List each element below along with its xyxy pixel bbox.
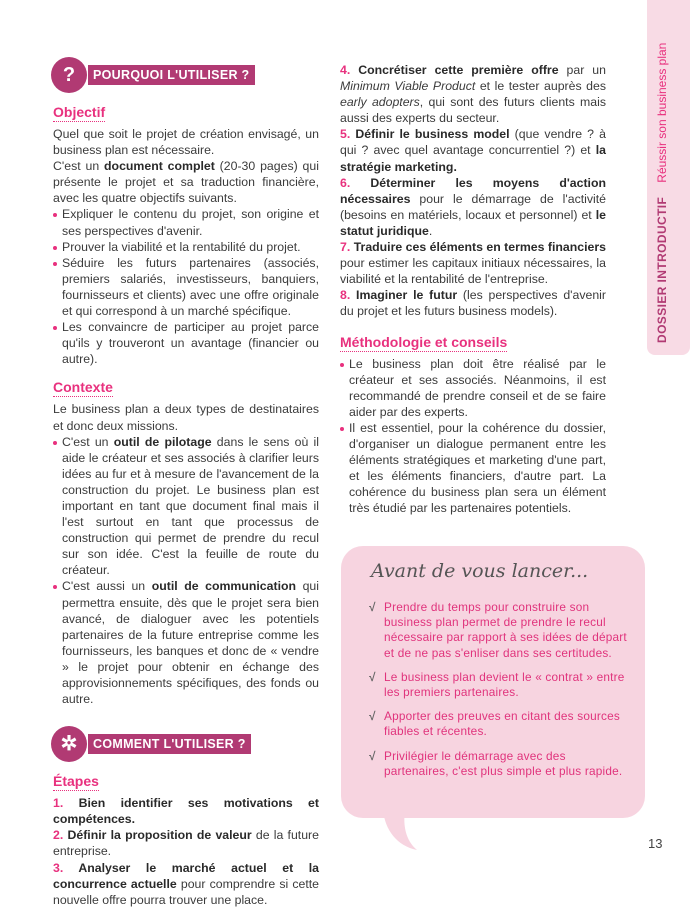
step-number: 3. bbox=[53, 860, 79, 875]
text-segment: Définir le business model bbox=[355, 127, 510, 142]
text-segment: Expliquer le contenu du projet, son origine et ses perspectives d'avenir. bbox=[62, 207, 319, 238]
paragraph bbox=[53, 827, 319, 859]
step-number: 7. bbox=[340, 240, 354, 255]
list-item bbox=[340, 420, 606, 517]
page-number: 13 bbox=[648, 836, 663, 851]
step-number: 8. bbox=[340, 288, 357, 303]
text-segment: C'est un bbox=[62, 434, 114, 449]
right-column bbox=[340, 62, 606, 516]
section-badge-pourquoi bbox=[53, 60, 319, 90]
heading-objectif: Objectif bbox=[53, 104, 106, 120]
text-segment: Définir la proposition de valeur bbox=[67, 828, 252, 843]
list-item bbox=[53, 239, 319, 255]
list-item bbox=[53, 319, 319, 367]
callout-title: Avant de vous lancer... bbox=[371, 560, 589, 582]
text-segment: (les perspectives d'avenir du projet et les futurs business models). bbox=[340, 288, 606, 319]
question-icon: ? bbox=[53, 59, 85, 91]
text-segment: Séduire les futurs partenaires (associés, premiers salariés, investisseurs, banquiers, fournisseurs et clients) avec une offre originale et qui correspond à un marché spécifique. bbox=[62, 255, 319, 319]
list-item bbox=[53, 434, 319, 579]
etapes-steps-2 bbox=[340, 62, 606, 320]
text-segment: . bbox=[428, 223, 433, 238]
chapter-side-tab bbox=[647, 0, 690, 355]
paragraph bbox=[340, 239, 606, 287]
text-segment: Analyser le marché actuel et la concurrence actuelle bbox=[53, 860, 320, 891]
text-segment: C'est un bbox=[53, 159, 105, 174]
text-segment: pour comprendre si cette nouvelle offre pourra trouver une place. bbox=[53, 876, 319, 907]
list-item bbox=[53, 578, 319, 707]
methodologie-list bbox=[340, 356, 606, 517]
text-segment: pour le démarrage de l'activité (besoins en matériels, locaux et personnel) et bbox=[340, 191, 606, 222]
text-segment: la stratégie marketing. bbox=[340, 143, 606, 174]
text-segment: et le tester auprès des bbox=[475, 79, 606, 94]
list-item bbox=[340, 356, 606, 420]
paragraph bbox=[53, 401, 319, 433]
text-segment: Le business plan doit être réalisé par le créateur et ses associés. Néanmoins, il est recommandé de prendre conseil et de se faire aider par des experts. bbox=[349, 356, 606, 419]
contexte-list bbox=[53, 434, 319, 708]
callout-item: √ Prendre du temps pour construire son business plan permet de prendre le recul nécessaire par rapport à ses idées de départ et de ne pas s'enliser dans ses certitudes. bbox=[369, 600, 631, 661]
side-tab-section: DOSSIER INTRODUCTIF bbox=[655, 196, 669, 343]
step-number: 5. bbox=[340, 127, 356, 142]
section-badge-comment bbox=[53, 729, 319, 759]
section-title: POURQUOI L'UTILISER ? bbox=[88, 65, 255, 85]
etapes-steps-1 bbox=[53, 795, 319, 908]
text-segment: Le business plan a deux types de destinataires et donc deux missions. bbox=[53, 402, 319, 433]
text-segment: early adopters bbox=[340, 95, 420, 110]
text-segment: par un bbox=[558, 63, 606, 77]
text-segment: dans le sens où il aide le créateur et ses associés à clarifier leurs idées au fur et à mesure de l'avancement de la construction du projet. Le business plan est important en tant que document final mais il l'est surtout en tant que processus de construction qui permet de prendre du recul sur son idée. C'est la feuille de route du créateur. bbox=[62, 434, 319, 578]
text-segment: Concrétiser cette première offre bbox=[358, 63, 559, 77]
text-segment: C'est aussi un bbox=[62, 579, 152, 594]
callout-item: √ Le business plan devient le « contrat » entre les premiers partenaires. bbox=[369, 670, 631, 700]
text-segment: outil de communication bbox=[151, 579, 297, 594]
paragraph bbox=[340, 287, 606, 319]
text-segment: document complet bbox=[104, 159, 215, 174]
text-segment: Il est essentiel, pour la cohérence du dossier, d'organiser un dialogue permanent entre les éléments stratégiques et marketing d'une part, et les éléments financiers, d'autre part. La cohérence du business plan sera un élément très étudié par les partenaires potentiels. bbox=[349, 420, 606, 516]
text-segment: (que vendre ? à qui ? avec quel avantage concurrentiel ?) et bbox=[340, 127, 606, 158]
text-segment: outil de pilotage bbox=[113, 434, 212, 449]
paragraph bbox=[53, 158, 319, 206]
step-number: 1. bbox=[53, 796, 79, 811]
text-segment: (20-30 pages) qui présente le projet et sa traduction financière, avec les quatre objectifs suivants. bbox=[53, 159, 319, 206]
heading-methodologie: Méthodologie et conseils bbox=[340, 333, 508, 350]
objectif-paras bbox=[53, 126, 319, 206]
paragraph bbox=[53, 795, 319, 827]
list-item bbox=[53, 206, 319, 238]
list-item bbox=[53, 255, 319, 319]
text-segment: Quel que soit le projet de création envisagé, un business plan est nécessaire. bbox=[53, 127, 319, 158]
callout-item: √ Apporter des preuves en citant des sources fiables et récentes. bbox=[369, 709, 631, 739]
text-segment: pour estimer les capitaux initiaux nécessaires, la viabilité et la rentabilité de l'entreprise. bbox=[340, 256, 606, 287]
paragraph bbox=[340, 62, 606, 126]
gear-icon: ✲ bbox=[53, 728, 85, 760]
paragraph bbox=[53, 126, 319, 158]
text-segment: qui permettra ensuite, dès que le projet sera bien avancé, de dialoguer avec les potentiels partenaires de la future entreprise comme les fournisseurs, les banques et donc de « vendre » le projet pour obtenir en échange des approvisionnements spécifiques, des fonds ou autre. bbox=[62, 579, 319, 707]
text-segment: le statut juridique bbox=[340, 207, 606, 238]
heading-contexte: Contexte bbox=[53, 379, 113, 396]
paragraph bbox=[340, 126, 606, 174]
section-title: COMMENT L'UTILISER ? bbox=[88, 734, 251, 754]
text-segment: Minimum Viable Product bbox=[340, 79, 476, 94]
text-segment: Traduire ces éléments en termes financiers bbox=[353, 240, 606, 255]
text-segment: Les convaincre de participer au projet parce qu'ils y trouveront un avantage (financier ou autre). bbox=[62, 320, 319, 367]
contexte-paras bbox=[53, 401, 319, 433]
step-number: 2. bbox=[53, 828, 68, 843]
text-segment: de la future entreprise. bbox=[53, 828, 319, 859]
heading-etapes: Étapes bbox=[53, 773, 99, 790]
text-segment: , qui sont des futurs clients mais aussi des experts du secteur. bbox=[340, 95, 606, 126]
text-segment: Déterminer les moyens d'action nécessaires bbox=[340, 175, 606, 206]
text-segment: Bien identifier ses motivations et compétences. bbox=[53, 796, 319, 827]
left-column bbox=[53, 60, 319, 908]
paragraph bbox=[340, 175, 606, 239]
tips-callout bbox=[341, 546, 645, 818]
objectif-list bbox=[53, 206, 319, 367]
text-segment: Imaginer le futur bbox=[356, 288, 458, 303]
step-number: 4. bbox=[340, 63, 359, 77]
step-number: 6. bbox=[340, 175, 371, 190]
side-tab-title: Réussir son business plan bbox=[655, 42, 669, 183]
text-segment: Prouver la viabilité et la rentabilité du projet. bbox=[62, 239, 301, 254]
callout-item: √ Privilégier le démarrage avec des partenaires, c'est plus simple et plus rapide. bbox=[369, 749, 631, 779]
